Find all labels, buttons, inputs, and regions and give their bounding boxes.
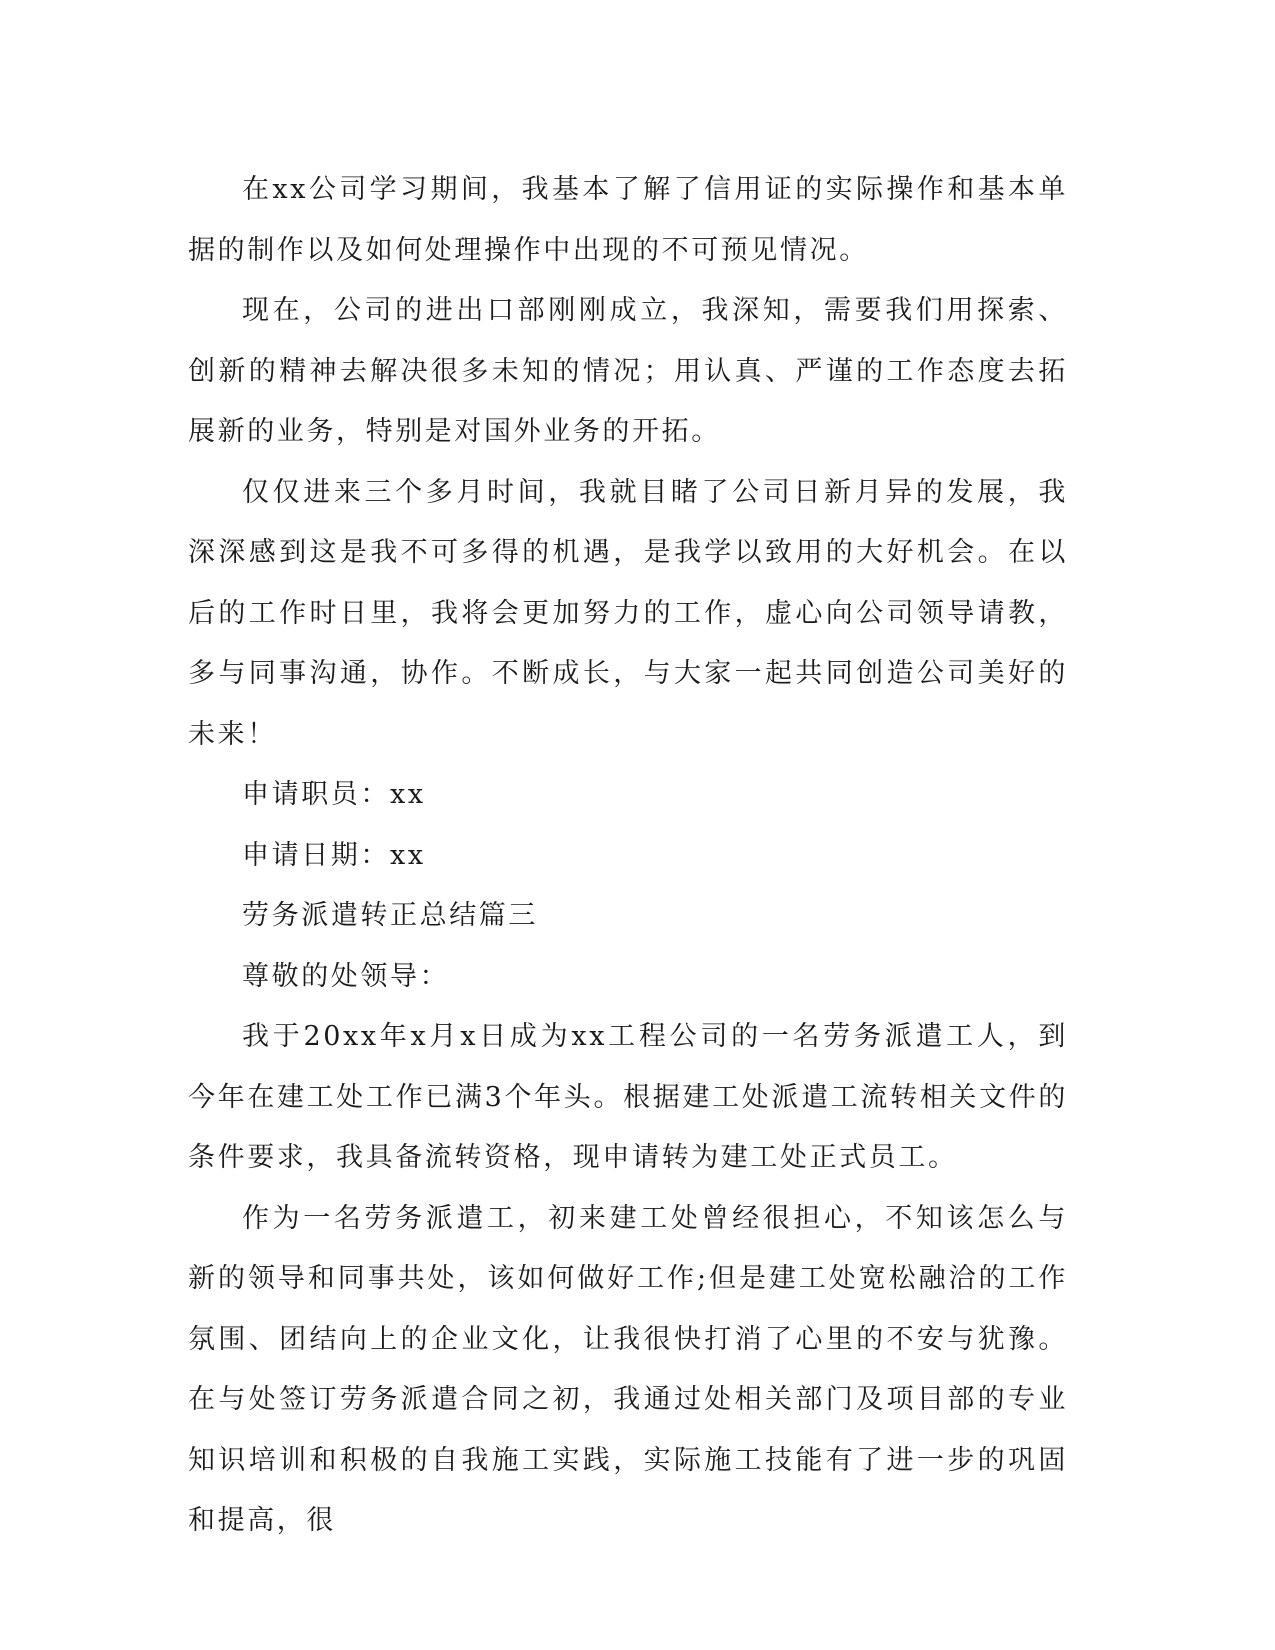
paragraph-import-export-dept: 现在，公司的进出口部刚刚成立，我深知，需要我们用探索、创新的精神去解决很多未知的情况；用认真、严谨的工作态度去拓展新的业务，特别是对国外业务的开拓。 (188, 295, 1068, 447)
section-heading: 劳务派遣转正总结篇三 (242, 900, 538, 931)
paragraph-work-experience: 作为一名劳务派遣工，初来建工处曾经很担心，不知该怎么与新的领导和同事共处，该如何做好工作;但是建工处宽松融洽的工作氛围、团结向上的企业文化，让我很快打消了心里的不安与犹豫。在与处签订劳务派遣合同之初，我通过处相关部门及项目部的专业知识培训和积极的自我施工实践，实际施工技能有了进一步的巩固和提高，很 (188, 1202, 1068, 1536)
paragraph-dispatch-worker: 我于20xx年x月x日成为xx工程公司的一名劳务派遣工人，到今年在建工处工作已满3个年头。根据建工处派遣工流转相关文件的条件要求，我具备流转资格，现申请转为建工处正式员工。 (188, 1021, 1068, 1173)
paragraph-study-period: 在xx公司学习期间，我基本了解了信用证的实际操作和基本单据的制作以及如何处理操作中出现的不可预见情况。 (188, 174, 1068, 266)
applicant-line: 申请职员：xx (242, 779, 426, 810)
paragraph-three-months: 仅仅进来三个多月时间，我就目睹了公司日新月异的发展，我深深感到这是我不可多得的机遇，是我学以致用的大好机会。在以后的工作时日里，我将会更加努力的工作，虚心向公司领导请教，多与同事沟通，协作。不断成长，与大家一起共同创造公司美好的未来！ (188, 476, 1068, 750)
application-date-line: 申请日期：xx (242, 839, 426, 871)
salutation: 尊敬的处领导： (242, 960, 450, 992)
document-body (188, 160, 1068, 1552)
